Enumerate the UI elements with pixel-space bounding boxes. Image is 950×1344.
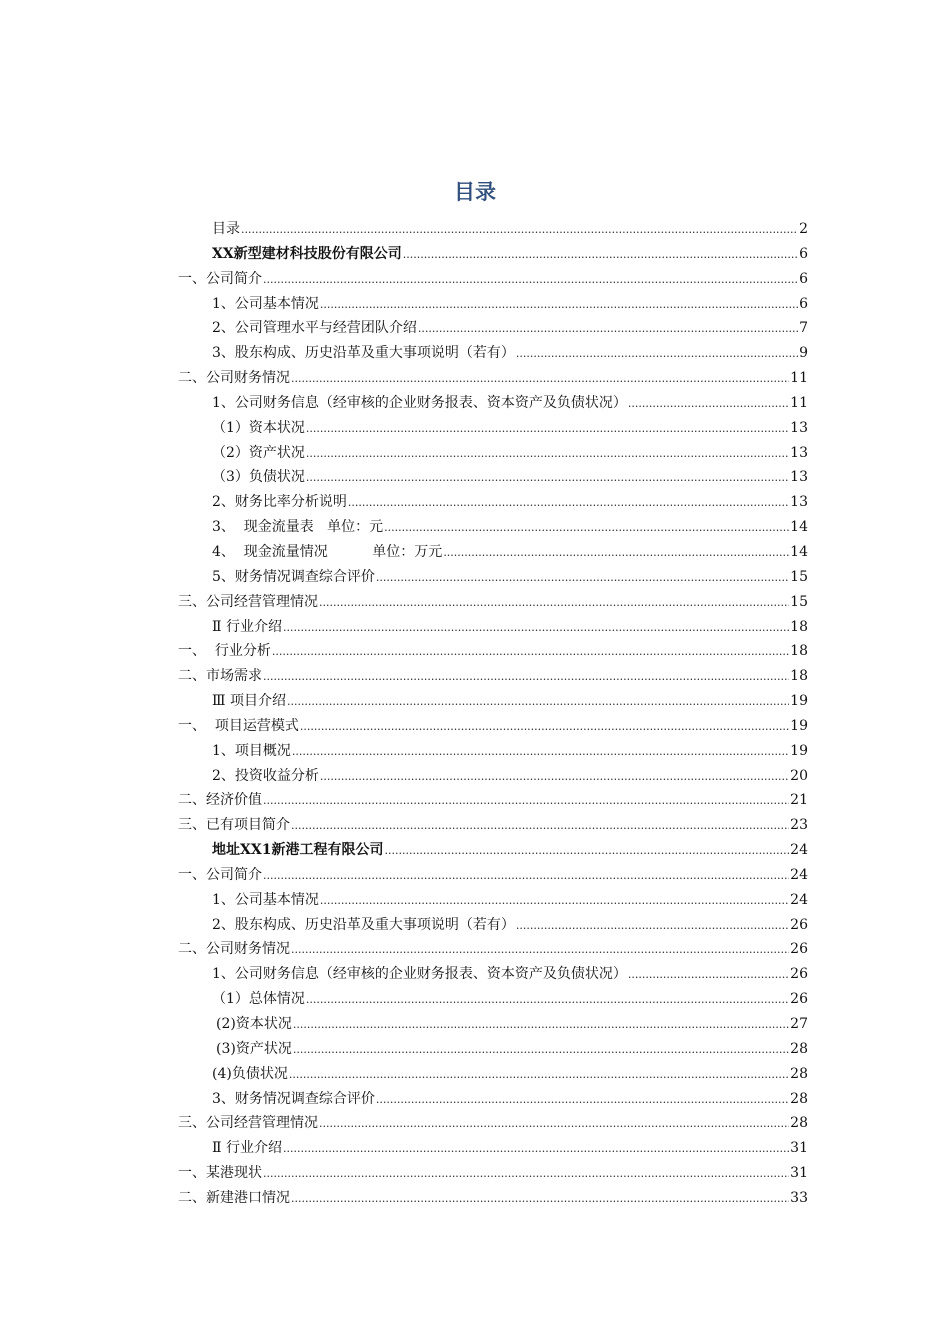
- toc-dot-leader: [291, 814, 789, 839]
- toc-entry[interactable]: [178, 739, 808, 764]
- toc-entry[interactable]: [178, 664, 808, 689]
- toc-dot-leader: [293, 1038, 789, 1063]
- toc-page-number: 24: [790, 866, 808, 883]
- table-of-contents: [178, 217, 808, 1211]
- toc-dot-leader: [291, 1187, 789, 1212]
- toc-entry[interactable]: [178, 615, 808, 640]
- toc-entry-text: 三、公司经营管理情况: [178, 593, 318, 610]
- toc-entry[interactable]: [178, 416, 808, 441]
- toc-dot-leader: [376, 566, 789, 591]
- toc-entry[interactable]: [178, 764, 808, 789]
- toc-entry[interactable]: [178, 1186, 808, 1211]
- toc-entry[interactable]: [178, 242, 808, 267]
- toc-dot-leader: [376, 1088, 789, 1113]
- toc-page-number: 11: [790, 370, 808, 387]
- toc-page-number: 19: [790, 717, 808, 734]
- toc-page-number: 14: [790, 543, 808, 560]
- toc-dot-leader: [306, 417, 789, 442]
- toc-entry-text: Ⅲ 项目介绍: [212, 693, 286, 710]
- toc-dot-leader: [283, 1137, 789, 1162]
- toc-page-number: 6: [799, 245, 808, 262]
- toc-entry-text: 1、项目概况: [212, 742, 291, 759]
- toc-entry[interactable]: [178, 714, 808, 739]
- toc-dot-leader: [384, 839, 789, 864]
- toc-entry[interactable]: [178, 1062, 808, 1087]
- toc-entry-text: 三、公司经营管理情况: [178, 1115, 318, 1132]
- toc-page-number: 28: [790, 1065, 808, 1082]
- toc-entry-text: 二、公司财务情况: [178, 370, 290, 387]
- toc-entry[interactable]: [178, 217, 808, 242]
- toc-entry-text: XX新型建材科技股份有限公司: [212, 245, 402, 262]
- toc-dot-leader: [300, 715, 789, 740]
- toc-dot-leader: [272, 640, 789, 665]
- toc-entry-text: (2)资本状况: [216, 1016, 292, 1032]
- toc-entry[interactable]: [178, 888, 808, 913]
- toc-dot-leader: [403, 243, 798, 268]
- toc-page-number: 18: [790, 618, 808, 635]
- toc-entry-text: 1、公司财务信息（经审核的企业财务报表、资本资产及负债状况）: [212, 966, 627, 983]
- toc-title: 目录: [454, 180, 496, 204]
- toc-page-number: 13: [790, 444, 808, 461]
- toc-page-number: 7: [799, 320, 808, 337]
- toc-dot-leader: [306, 442, 789, 467]
- toc-dot-leader: [289, 1063, 789, 1088]
- toc-entry[interactable]: [178, 391, 808, 416]
- toc-page-number: 27: [790, 1016, 808, 1032]
- toc-entry-text: 二、公司财务情况: [178, 941, 290, 958]
- toc-dot-leader: [292, 740, 789, 765]
- toc-dot-leader: [348, 491, 789, 516]
- toc-dot-leader: [306, 466, 789, 491]
- toc-page-number: 15: [790, 568, 808, 585]
- toc-entry[interactable]: [178, 1161, 808, 1186]
- toc-entry[interactable]: [178, 267, 808, 292]
- toc-entry-text: 2、股东构成、历史沿革及重大事项说明（若有）: [212, 916, 515, 933]
- toc-page-number: 26: [790, 916, 808, 933]
- toc-page-number: 24: [790, 842, 808, 859]
- toc-entry-text: （1）总体情况: [212, 991, 305, 1008]
- toc-dot-leader: [241, 218, 798, 243]
- toc-page-number: 21: [790, 792, 808, 809]
- toc-entry-text: 一、 项目运营模式: [178, 717, 299, 734]
- toc-entry[interactable]: [178, 639, 808, 664]
- toc-entry-text: 5、财务情况调查综合评价: [212, 568, 375, 585]
- toc-entry-text: 1、公司基本情况: [212, 891, 319, 908]
- toc-dot-leader: [628, 963, 789, 988]
- toc-entry-text: 3、 现金流量表 单位：元: [212, 519, 384, 536]
- toc-entry-text: 2、财务比率分析说明: [212, 494, 347, 511]
- toc-page-number: 24: [790, 891, 808, 908]
- toc-entry-text: (3)资产状况: [216, 1040, 292, 1057]
- toc-dot-leader: [319, 1112, 789, 1137]
- toc-entry[interactable]: [178, 565, 808, 590]
- toc-page-number: 28: [790, 1090, 808, 1107]
- toc-entry[interactable]: [178, 937, 808, 962]
- toc-entry[interactable]: [178, 341, 808, 366]
- toc-entry-text: Ⅱ 行业介绍: [212, 618, 282, 635]
- toc-dot-leader: [418, 317, 798, 342]
- toc-dot-leader: [306, 988, 789, 1013]
- toc-dot-leader: [263, 268, 798, 293]
- toc-entry[interactable]: [178, 863, 808, 888]
- toc-page-number: 26: [790, 991, 808, 1008]
- toc-dot-leader: [320, 765, 789, 790]
- toc-dot-leader: [263, 789, 789, 814]
- toc-entry-text: 3、财务情况调查综合评价: [212, 1090, 375, 1107]
- toc-entry[interactable]: [178, 689, 808, 714]
- toc-entry-text: （3）负债状况: [212, 469, 305, 486]
- toc-entry[interactable]: [178, 515, 808, 540]
- toc-entry-text: 一、 行业分析: [178, 643, 271, 660]
- toc-page-number: 28: [790, 1040, 808, 1057]
- toc-entry-text: 二、新建港口情况: [178, 1189, 290, 1206]
- toc-dot-leader: [628, 392, 789, 417]
- toc-entry[interactable]: [178, 838, 808, 863]
- toc-dot-leader: [291, 938, 789, 963]
- toc-page-number: 2: [799, 221, 808, 237]
- toc-dot-leader: [287, 690, 789, 715]
- toc-entry[interactable]: [178, 813, 808, 838]
- toc-dot-leader: [263, 1162, 789, 1187]
- toc-entry[interactable]: [178, 913, 808, 938]
- toc-entry-text: 3、股东构成、历史沿革及重大事项说明（若有）: [212, 345, 515, 362]
- toc-page-number: 14: [790, 519, 808, 536]
- toc-entry[interactable]: [178, 962, 808, 987]
- toc-entry[interactable]: [178, 1037, 808, 1062]
- toc-page-number: 20: [790, 767, 808, 784]
- toc-entry[interactable]: [178, 292, 808, 317]
- toc-entry-text: 2、投资收益分析: [212, 767, 319, 784]
- toc-dot-leader: [320, 293, 798, 318]
- toc-page-number: 19: [790, 742, 808, 759]
- toc-page-number: 33: [790, 1189, 808, 1206]
- toc-page-number: 31: [790, 1140, 808, 1157]
- toc-entry-text: 一、公司简介: [178, 866, 262, 883]
- toc-entry-text: 一、公司简介: [178, 270, 262, 287]
- toc-page-number: 13: [790, 469, 808, 486]
- toc-entry[interactable]: [178, 441, 808, 466]
- toc-entry-text: （1）资本状况: [212, 419, 305, 436]
- toc-entry-text: 目录: [212, 221, 240, 237]
- toc-page-number: 15: [790, 593, 808, 610]
- toc-dot-leader: [319, 591, 789, 616]
- toc-entry[interactable]: [178, 1087, 808, 1112]
- toc-page-number: 18: [790, 643, 808, 660]
- toc-page-number: 26: [790, 941, 808, 958]
- toc-entry[interactable]: [178, 987, 808, 1012]
- toc-dot-leader: [263, 665, 789, 690]
- toc-page-number: 6: [799, 295, 808, 312]
- toc-entry-text: （2）资产状况: [212, 444, 305, 461]
- toc-entry[interactable]: [178, 490, 808, 515]
- toc-dot-leader: [283, 616, 789, 641]
- toc-dot-leader: [291, 367, 789, 392]
- toc-entry[interactable]: [178, 590, 808, 615]
- toc-dot-leader: [516, 342, 798, 367]
- toc-entry[interactable]: [178, 1111, 808, 1136]
- toc-entry[interactable]: [178, 366, 808, 391]
- toc-dot-leader: [443, 541, 789, 566]
- toc-entry-text: 2、公司管理水平与经营团队介绍: [212, 320, 417, 337]
- toc-entry-text: (4)负债状况: [212, 1065, 288, 1082]
- toc-page-number: 19: [790, 693, 808, 710]
- toc-dot-leader: [263, 864, 789, 889]
- toc-entry-text: 二、经济价值: [178, 792, 262, 809]
- toc-dot-leader: [320, 889, 789, 914]
- toc-page-number: 13: [790, 494, 808, 511]
- toc-page-number: 26: [790, 966, 808, 983]
- toc-entry-text: Ⅱ 行业介绍: [212, 1140, 282, 1157]
- toc-entry-text: 地址XX1新港工程有限公司: [212, 842, 384, 859]
- toc-page-number: 9: [799, 345, 808, 362]
- toc-page-number: 31: [790, 1165, 808, 1182]
- toc-entry-text: 一、某港现状: [178, 1165, 262, 1182]
- toc-page-number: 28: [790, 1115, 808, 1132]
- toc-dot-leader: [516, 914, 789, 939]
- toc-entry[interactable]: [178, 1136, 808, 1161]
- toc-entry[interactable]: [178, 788, 808, 813]
- toc-page-number: 23: [790, 817, 808, 834]
- toc-entry-text: 4、 现金流量情况 单位：万元: [212, 543, 443, 560]
- toc-entry-text: 三、已有项目简介: [178, 817, 290, 834]
- toc-entry-text: 1、公司基本情况: [212, 295, 319, 312]
- toc-entry[interactable]: [178, 465, 808, 490]
- toc-dot-leader: [384, 516, 789, 541]
- toc-dot-leader: [293, 1013, 789, 1038]
- toc-page-number: 6: [799, 270, 808, 287]
- toc-entry-text: 1、公司财务信息（经审核的企业财务报表、资本资产及负债状况）: [212, 394, 627, 411]
- toc-page-number: 11: [790, 394, 808, 411]
- toc-entry[interactable]: [178, 1012, 808, 1037]
- toc-page-number: 18: [790, 668, 808, 685]
- toc-entry[interactable]: [178, 316, 808, 341]
- toc-page-number: 13: [790, 419, 808, 436]
- toc-entry[interactable]: [178, 540, 808, 565]
- toc-entry-text: 二、市场需求: [178, 668, 262, 685]
